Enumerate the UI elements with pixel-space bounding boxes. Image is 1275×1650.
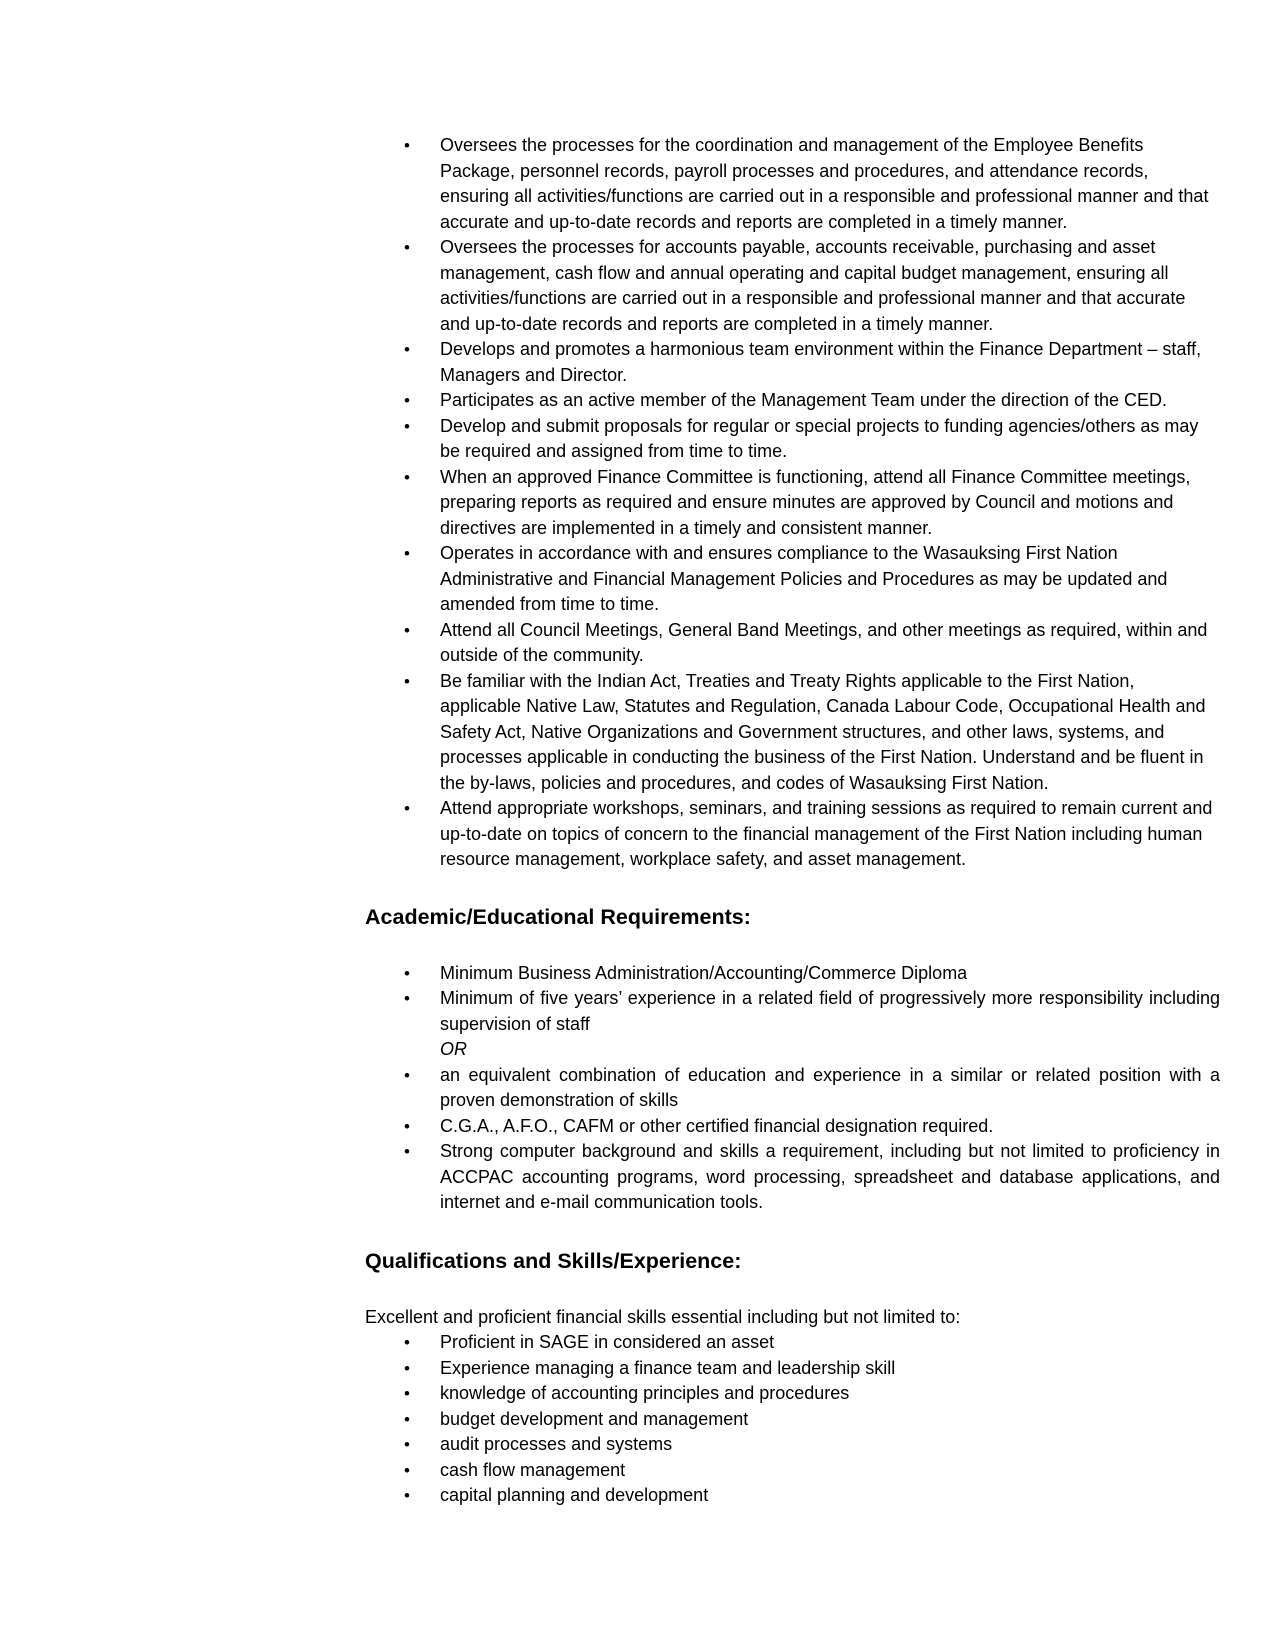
academic-requirements-list [365, 961, 1220, 1216]
list-item: • audit processes and systems [365, 1432, 1220, 1458]
bullet-icon: • [404, 671, 410, 691]
qualifications-heading: Qualifications and Skills/Experience: [365, 1248, 742, 1273]
list-item: • cash flow management [365, 1458, 1220, 1484]
bullet-icon: • [404, 1116, 410, 1136]
list-item: • Develop and submit proposals for regular or special projects to funding agencies/others as may be required and assigned from time to time. [404, 415, 1199, 461]
list-item: • When an approved Finance Committee is functioning, attend all Finance Committee meetings, preparing reports as required and ensure minutes are approved by Council and motions and directives are implemented in a timely and consistent manner. [404, 466, 1191, 538]
bullet-icon: • [404, 340, 410, 359]
list-item: • Strong computer background and skills a requirement, including but not limited to proficiency in ACCPAC accounting programs, word processing, spreadsheet and database applications, and internet and e-mail communication tools. [404, 1141, 1220, 1212]
bullet-icon: • [404, 1435, 410, 1454]
list-item: • Attend all Council Meetings, General Band Meetings, and other meetings as required, within and outside of the community. [404, 619, 1208, 665]
list-item: • Oversees the processes for the coordination and management of the Employee Benefits Package, personnel records, payroll processes and procedures, and attendance records, ensuring all activities/functions are carried out in a responsible and professional manner and that accurate and up-to-date records and reports are completed in a timely manner. [404, 135, 1209, 232]
bullet-icon: • [404, 799, 410, 818]
bullet-icon: • [404, 963, 410, 983]
document-content [365, 133, 1220, 1509]
list-item: • Operates in accordance with and ensures compliance to the Wasauksing First Nation Administrative and Financial Management Policies and Procedures as may be updated and amended from time to time. [404, 543, 1168, 614]
or-separator: OR [440, 1039, 467, 1059]
bullet-icon: • [404, 238, 410, 257]
bullet-icon: • [404, 1384, 410, 1403]
list-item: • Minimum Business Administration/Accounting/Commerce Diploma [365, 961, 1220, 987]
list-item: • knowledge of accounting principles and procedures [365, 1381, 1220, 1407]
qualifications-list [365, 1330, 1220, 1509]
academic-requirements-heading: Academic/Educational Requirements: [365, 904, 751, 929]
bullet-icon: • [404, 544, 410, 563]
bullet-icon: • [404, 391, 410, 410]
list-item: • C.G.A., A.F.O., CAFM or other certified financial designation required. [365, 1114, 1220, 1140]
bullet-icon: • [404, 1460, 410, 1480]
bullet-icon: • [404, 1333, 410, 1352]
list-item: • Proficient in SAGE in considered an asset [365, 1330, 1220, 1356]
list-item: • Participates as an active member of the Management Team under the direction of the CED. [365, 388, 1220, 414]
bullet-icon: • [404, 467, 410, 487]
bullet-icon: • [404, 416, 410, 436]
list-item: • Oversees the processes for accounts payable, accounts receivable, purchasing and asset management, cash flow and annual operating and capital budget management, ensuring all activities/functions are carried out in a responsible and professional manner and that accurate and up-to-date records and reports are completed in a timely manner. [404, 237, 1186, 334]
bullet-icon: • [404, 1142, 410, 1161]
bullet-icon: • [404, 620, 410, 640]
list-item: • an equivalent combination of education and experience in a similar or related position with a proven demonstration of skills [404, 1064, 1220, 1110]
bullet-icon: • [404, 136, 410, 155]
list-item: • budget development and management [365, 1407, 1220, 1433]
duties-list [365, 133, 1220, 873]
qualifications-intro: Excellent and proficient financial skills essential including but not limited to: [365, 1306, 961, 1327]
list-item: • Develops and promotes a harmonious team environment within the Finance Department – staff, Managers and Director. [404, 339, 1202, 385]
list-item: • Experience managing a finance team and leadership skill [365, 1356, 1220, 1382]
list-item: • Be familiar with the Indian Act, Treaties and Treaty Rights applicable to the First Nation, applicable Native Law, Statutes and Regulation, Canada Labour Code, Occupational Health and Safety Act, Native Organizations and Government structures, and other laws, systems, and processes applicable in conducting the business of the First Nation. Understand and be fluent in the by-laws, policies and procedures, and codes of Wasauksing First Nation. [404, 670, 1206, 793]
list-item: • capital planning and development [365, 1483, 1220, 1509]
bullet-icon: • [404, 989, 410, 1008]
bullet-icon: • [404, 1065, 410, 1085]
bullet-icon: • [404, 1409, 410, 1429]
bullet-icon: • [404, 1358, 410, 1378]
bullet-icon: • [404, 1486, 410, 1505]
list-item: • Attend appropriate workshops, seminars, and training sessions as required to remain current and up-to-date on topics of concern to the financial management of the First Nation including human resource management, workplace safety, and asset management. [404, 798, 1213, 869]
list-item: • Minimum of five years’ experience in a related field of progressively more responsibility including supervision of staff OR [365, 986, 1220, 1063]
